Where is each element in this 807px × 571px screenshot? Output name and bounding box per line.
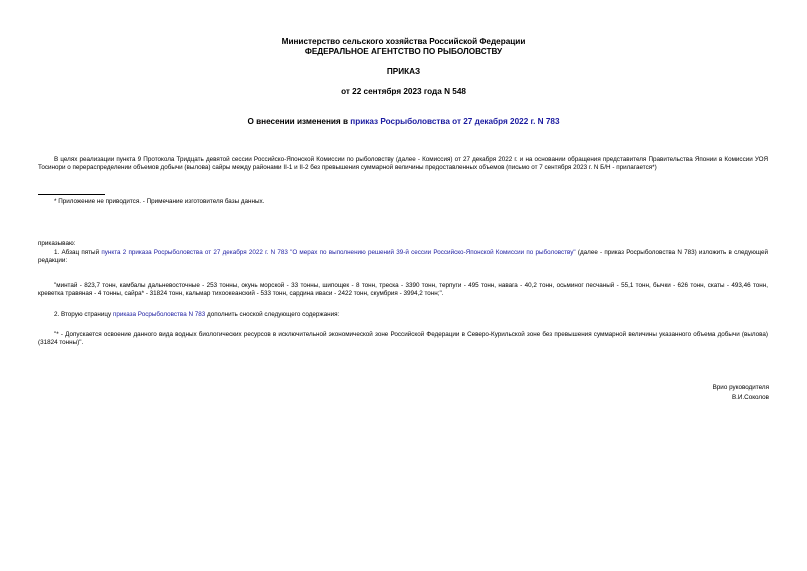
item-1-order-link[interactable]: пункта 2 приказа Росрыболовства от 27 декабря 2022 г. N 783 "О мерах по выполнению решений 39-й сессии Российско-Японской Комиссии по рыболовству"	[101, 249, 576, 256]
item-1-prefix: 1. Абзац пятый	[54, 249, 102, 256]
order-word: приказываю:	[38, 240, 76, 247]
doc-type-heading: ПРИКАЗ	[386, 67, 421, 76]
item-2-paragraph	[38, 311, 768, 319]
preamble-paragraph: В целях реализации пункта 9 Протокола Тридцать девятой сессии Российско-Японской Комиссии по рыболовству (далее - Комиссия) от 27 декабря 2022 г. и на основании обращения представителя Правительства Японии в Комиссии УОЯ Тосинори о перераспределении объемов добычи (вылова) сайры между районами II-1 и II-2 без превышения суммарной величины предоставленных объемов (письмо от 7 сентября 2023 г. N Б/Н - прилагается*)	[38, 156, 768, 172]
item-2-order-link[interactable]: приказа Росрыболовства N 783	[112, 311, 206, 318]
item-2-suffix: дополнить сноской следующего содержания:	[205, 311, 340, 318]
date-number: от 22 сентября 2023 года N 548	[341, 87, 466, 96]
signature-block	[713, 383, 769, 403]
document-title	[0, 117, 807, 126]
footnote-text: * Приложение не приводится. - Примечание изготовителя базы данных.	[54, 198, 265, 205]
agency-heading: ФЕДЕРАЛЬНОЕ АГЕНТСТВО ПО РЫБОЛОВСТВУ	[304, 47, 503, 56]
item-1-paragraph	[38, 249, 768, 266]
signatory-position: Врио руководителя	[712, 384, 769, 391]
new-footnote-paragraph: "* - Допускается освоение данного вида водных биологических ресурсов в исключительной экономической зоне Российской Федерации в Северо-Курильской зоне без превышения суммарной величины указанного объема добычи (вылова) (31824 тонны)".	[38, 331, 768, 347]
footnote-divider	[38, 194, 105, 195]
title-prefix: О внесении изменения в	[247, 117, 351, 126]
signatory-name: В.И.Соколов	[731, 394, 769, 401]
item-1-suffix: (далее - приказ Росрыболовства N 783) изложить в следующей редакции:	[38, 249, 768, 265]
ministry-heading: Министерство сельского хозяйства Российской Федерации	[281, 37, 526, 46]
quoted-paragraph: "минтай - 823,7 тонн, камбалы дальневосточные - 253 тонны, окунь морской - 33 тонны, шипощек - 8 тонн, треска - 3390 тонн, терпуги - 495 тонн, навага - 40,2 тонн, осьминог песчаный - 55,1 тонн, бычки - 626 тонн, скаты - 493,46 тонн, креветка травяная - 4 тонны, сайра* - 31824 тонн, кальмар тихоокеанский - 533 тонн, сардина иваси - 2422 тонн, скумбрия - 3994,2 тонн;".	[38, 282, 768, 298]
item-2-prefix: 2. Вторую страницу	[54, 311, 113, 318]
title-order-link[interactable]: приказ Росрыболовства от 27 декабря 2022 г. N 783	[350, 117, 560, 126]
